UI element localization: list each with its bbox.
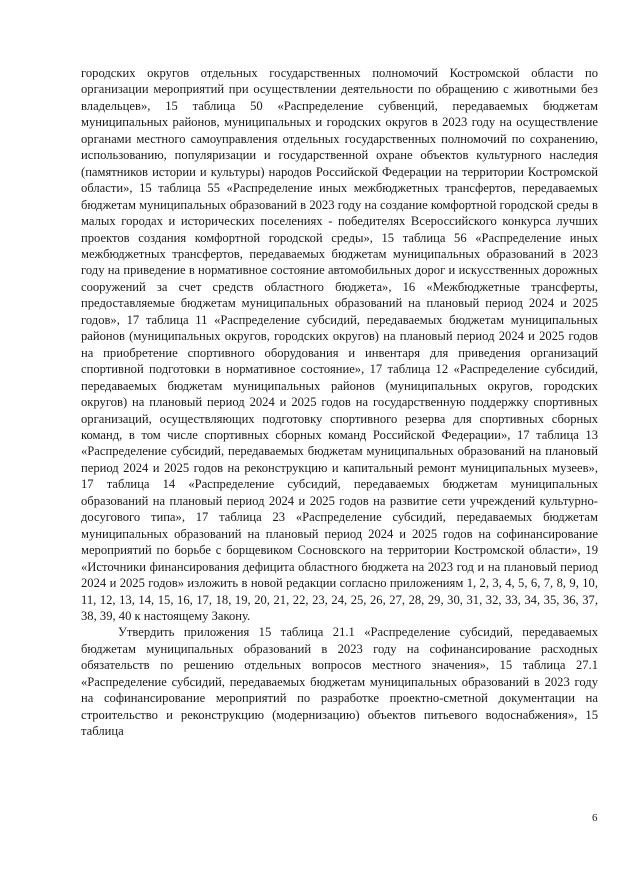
paragraph-approve: Утвердить приложения 15 таблица 21.1 «Распределение субсидий, передаваемых бюджетам муниципальных образований в 2023 году на софинансирование расходных обязательств по решению отдельных вопросов местного значения», 15 таблица 27.1 «Распределение субсидий, передаваемых бюджетам муниципальных образований в 2023 году на софинансирование мероприятий по разработке проектно-сметной документации на строительство и реконструкцию (модернизацию) объектов питьевого водоснабжения», 15 таблица [81, 625, 598, 739]
body-text [81, 65, 598, 740]
page-number: 6 [592, 812, 598, 824]
paragraph-continuation: городских округов отдельных государственных полномочий Костромской области по организации мероприятий при осуществлении деятельности по обращению с животными без владельцев», 15 таблица 50 «Распределение субвенций, передаваемых бюджетам муниципальных районов, муниципальных и городских округов в 2023 году на осуществление органами местного самоуправления отдельных государственных полномочий по сохранению, использованию, популяризации и государственной охране объектов культурного наследия (памятников истории и культуры) народов Российской Федерации на территории Костромской области», 15 таблица 55 «Распределение иных межбюджетных трансфертов, передаваемых бюджетам муниципальных образований в 2023 году на создание комфортной городской среды в малых городах и исторических поселениях - победителях Всероссийского конкурса лучших проектов создания комфортной городской среды», 15 таблица 56 «Распределение иных межбюджетных трансфертов, передаваемых бюджетам муниципальных образований в 2023 году на приведение в нормативное состояние автомобильных дорог и искусственных дорожных сооружений за счет средств областного бюджета», 16 «Межбюджетные трансферты, предоставляемые бюджетам муниципальных образований на плановый период 2024 и 2025 годов», 17 таблица 11 «Распределение субсидий, передаваемых бюджетам муниципальных районов (муниципальных округов, городских округов) на плановый период 2024 и 2025 годов на приобретение спортивного оборудования и инвентаря для приведения организаций спортивной подготовки в нормативное состояние», 17 таблица 12 «Распределение субсидий, передаваемых бюджетам муниципальных районов (муниципальных округов, городских округов) на плановый период 2024 и 2025 годов на государственную поддержку спортивных организаций, осуществляющих подготовку спортивного резерва для спортивных сборных команд, в том числе спортивных сборных команд Российской Федерации», 17 таблица 13 «Распределение субсидий, передаваемых бюджетам муниципальных образований на плановый период 2024 и 2025 годов на реконструкцию и капитальный ремонт муниципальных музеев», 17 таблица 14 «Распределение субсидий, передаваемых бюджетам муниципальных образований на плановый период 2024 и 2025 годов на развитие сети учреждений культурно-досугового типа», 17 таблица 23 «Распределение субсидий, передаваемых бюджетам муниципальных образований на плановый период 2024 и 2025 годов на софинансирование мероприятий по борьбе с борщевиком Сосновского на территории Костромской области», 19 «Источники финансирования дефицита областного бюджета на 2023 год и на плановый период 2024 и 2025 годов» изложить в новой редакции согласно приложениям 1, 2, 3, 4, 5, 6, 7, 8, 9, 10, 11, 12, 13, 14, 15, 16, 17, 18, 19, 20, 21, 22, 23, 24, 25, 26, 27, 28, 29, 30, 31, 32, 33, 34, 35, 36, 37, 38, 39, 40 к настоящему Закону. [81, 66, 598, 623]
